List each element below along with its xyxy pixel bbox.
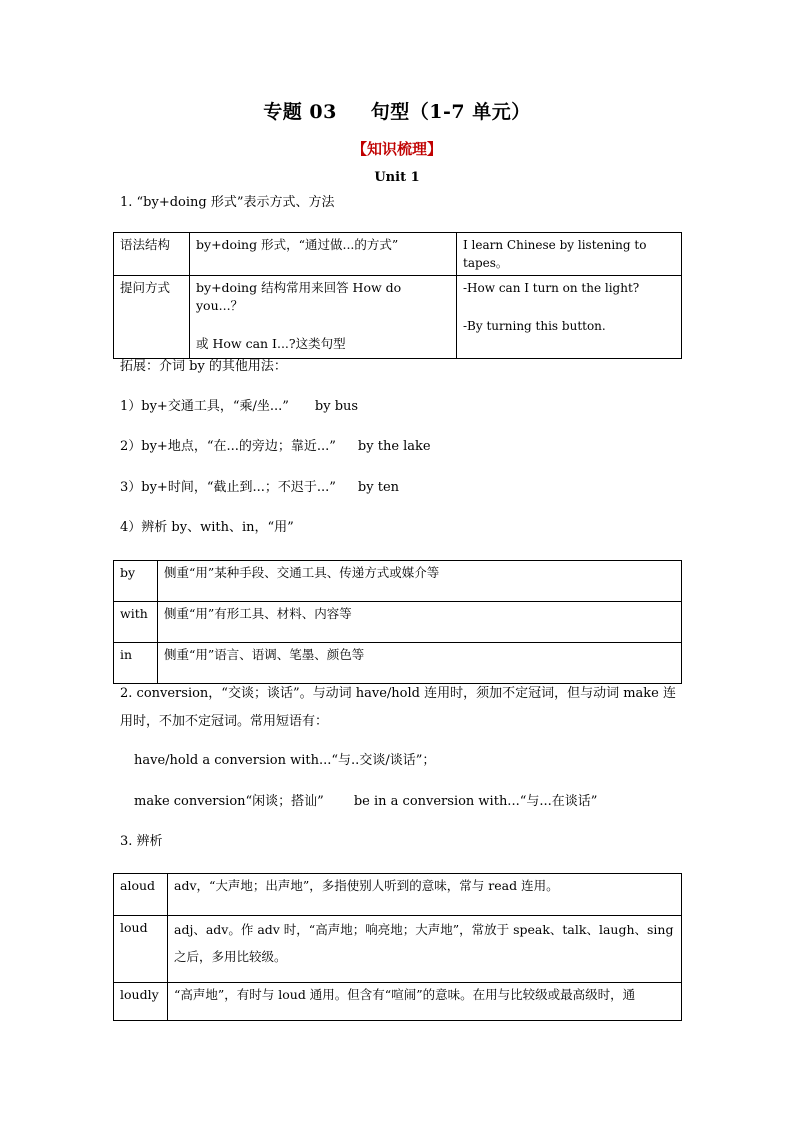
extension-item [120,438,431,456]
table-cell: 侧重“用”语言、语调、笔墨、颜色等 [158,643,682,684]
cell-line: by+doing 结构常用来回答 How do you...？ [196,280,402,313]
table-cell: loudly [114,983,168,1021]
extension-en: by bus [314,399,359,414]
extension-en: by ten [357,480,400,495]
table-cell: 侧重“用”有形工具、材料、内容等 [158,602,682,643]
unit-heading: Unit 1 [374,170,420,185]
title-subject: 句型（1-7 单元） [370,101,531,123]
section-tag: 【知识梳理】 [351,140,442,158]
table-cell [168,983,682,1021]
extension-item [120,398,358,416]
cell-line: “高声地”，有时与 loud 通用。但含有“喧闹”的意味。在用与比较级或最高级时，通 [174,987,636,1002]
phrase-line: have/hold a conversion with...“与..交谈/谈话”； [134,753,436,768]
table-cell: with [114,602,158,643]
table-row [114,916,682,983]
extension-item [120,479,399,497]
table-row [114,602,682,643]
table-cell: aloud [114,874,168,916]
table-cell: loud [114,916,168,983]
extension-cn: 1）by+交通工具，“乘/坐...” [120,399,289,414]
table-cell: by+doing 形式，“通过做...的方式” [190,233,457,276]
compare-title: 4）辨析 by、with、in，“用” [120,520,294,535]
cell-line: adj、adv。作 adv 时，“高声地；响亮地；大声地”，常放于 speak、talk、laugh、sing [174,922,674,937]
table-row [114,561,682,602]
phrase-text: make conversion“闲谈；搭讪” [134,794,324,809]
table-cell: I learn Chinese by listening to tapes。 [457,233,682,276]
title-topic: 专题 03 [263,101,337,123]
table-cell [168,874,682,916]
table-row [114,233,682,276]
section-2-paragraph [120,680,680,736]
extension-cn: 2）by+地点，“在...的旁边；靠近...” [120,439,336,454]
table-cell: by [114,561,158,602]
table-cell [168,916,682,983]
table-row [114,276,682,359]
table-cell: 提问方式 [114,276,190,359]
table-row [114,874,682,916]
phrase-line [134,793,597,811]
cell-line: -By turning this button. [463,319,606,333]
extension-en: by the lake [357,439,431,454]
cell-line: adv，“大声地；出声地”，多指使别人听到的意味，常与 read 连用。 [174,878,559,893]
compare-table [113,560,682,684]
table-row [114,983,682,1021]
phrase-text: be in a conversion with...“与...在谈话” [353,794,598,809]
paragraph-line: 2. conversion，“交谈；谈话”。与动词 have/hold 连用时，须加不定冠词，但与动词 make 连 [120,686,676,701]
table-cell: 语法结构 [114,233,190,276]
section-3-heading: 3. 辨析 [120,834,163,849]
grammar-table [113,232,682,359]
extension-title: 拓展：介词 by 的其他用法： [120,359,287,374]
extension-cn: 3）by+时间，“截止到...；不迟于...” [120,480,336,495]
cell-line: 之后，多用比较级。 [174,949,287,964]
table-cell: 侧重“用”某种手段、交通工具、传递方式或媒介等 [158,561,682,602]
loud-table [113,873,682,1021]
table-cell [457,276,682,359]
cell-line: -How can I turn on the light? [463,281,640,295]
section-1-heading: 1. “by+doing 形式”表示方式、方法 [120,195,335,210]
page-title [0,97,794,124]
paragraph-line: 用时，不加不定冠词。常用短语有： [120,714,329,729]
table-cell: in [114,643,158,684]
cell-line: 或 How can I...?这类句型 [196,336,346,351]
table-cell [190,276,457,359]
table-row [114,643,682,684]
